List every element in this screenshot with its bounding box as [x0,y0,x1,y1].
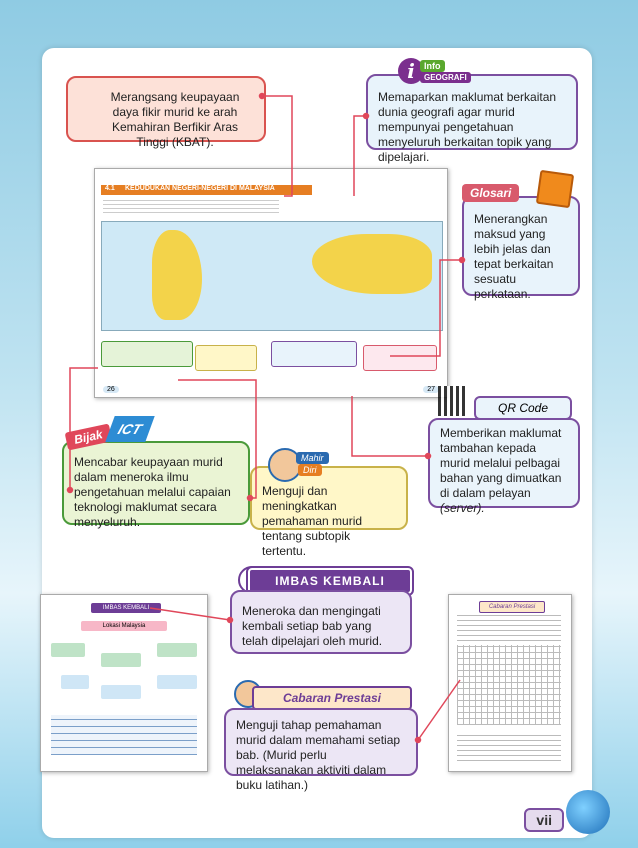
borneo-landmass [312,234,432,294]
globe-icon [566,790,610,834]
mahir-diri-box [195,345,257,371]
info-geografi-callout [366,74,578,164]
body-text-lines [103,199,279,213]
bijak-ict-box [101,341,193,367]
mindmap-node [101,685,141,699]
qr-code-tag: QR Code [474,396,572,420]
geografi-tag: GEOGRAFI [420,72,471,83]
glosari-box [363,345,437,371]
malaysia-map [101,221,443,331]
ict-label: ICT [115,421,145,437]
section-title: KEDUDUKAN NEGERI-NEGERI DI MALAYSIA [125,185,275,192]
info-text: Memaparkan maklumat berkaitan dunia geografi agar murid mempunyai pengetahuan menyeluruh berkaitan topik yang dipelajari. [378,90,557,164]
left-page-number: 26 [103,386,119,393]
glosari-callout [462,196,580,301]
info-geografi-box [271,341,357,367]
mindmap-node [101,653,141,667]
cabaran-prestasi-tag: Cabaran Prestasi [252,686,412,710]
mindmap-node [51,643,85,657]
mahir-tag: Mahir [296,452,329,464]
textbook-spread-thumbnail [94,168,448,398]
cabaran-prestasi-callout [224,708,418,792]
cabaran-thumb-title: Cabaran Prestasi [479,601,545,613]
kbat-text: Merangsang keupayaan daya fikir murid ke arah Kemahiran Berfikir Aras Tinggi (KBAT). [110,90,240,149]
section-number: 4.1 [105,185,115,192]
bijak-text: Mencabar keupayaan murid dalam meneroka ilmu pengetahuan melalui capaian teknologi maklumat secara menyeluruh. [74,455,231,529]
glosari-tag: Glosari [462,184,519,202]
book-icon [536,170,574,208]
qr-callout [428,418,580,515]
mindmap-node [157,675,197,689]
imbas-kembali-callout [230,590,412,654]
imbas-thumb-title: IMBAS KEMBALI [91,603,161,613]
mindmap-node [157,643,197,657]
kbat-callout [66,76,266,149]
bijak-ict-callout [62,441,250,529]
glosari-text: Menerangkan maksud yang lebih jelas dan tepat berkaitan sesuatu perkataan. [474,212,554,301]
cabaran-text: Menguji tahap pemahaman murid dalam memahami setiap bab. (Murid perlu melaksanakan aktiviti dalam buku latihan.) [236,718,401,792]
bijak-tag: Bijak [65,424,112,451]
page-number: vii [524,808,564,832]
word-search-grid [457,645,561,725]
qr-text: Memberikan maklumat tambahan kepada murid melalui pelbagai bahan yang dimuatkan di dalam pelayan [440,426,562,500]
qr-server-text: (server). [440,501,485,515]
imbas-kembali-tag: IMBAS KEMBALI [248,568,412,594]
question-lines [457,615,561,641]
qr-code-icon [438,386,468,416]
mindmap-node [61,675,89,689]
imbas-text: Meneroka dan mengingati kembali setiap bab yang telah dipelajari oleh murid. [242,604,383,648]
info-tag: Info [420,60,445,72]
mahir-text: Menguji dan meningkatkan pemahaman murid tentang subtopik tertentu. [262,484,363,558]
right-page-number: 27 [423,386,439,393]
peninsular-landmass [152,230,202,320]
info-icon: i [398,58,424,84]
diri-tag: Diri [298,464,322,476]
cabaran-prestasi-thumbnail [448,594,572,772]
summary-table [51,715,197,755]
imbas-thumb-subtitle: Lokasi Malaysia [81,621,167,631]
question-lines [457,731,561,761]
imbas-kembali-thumbnail [40,594,208,772]
